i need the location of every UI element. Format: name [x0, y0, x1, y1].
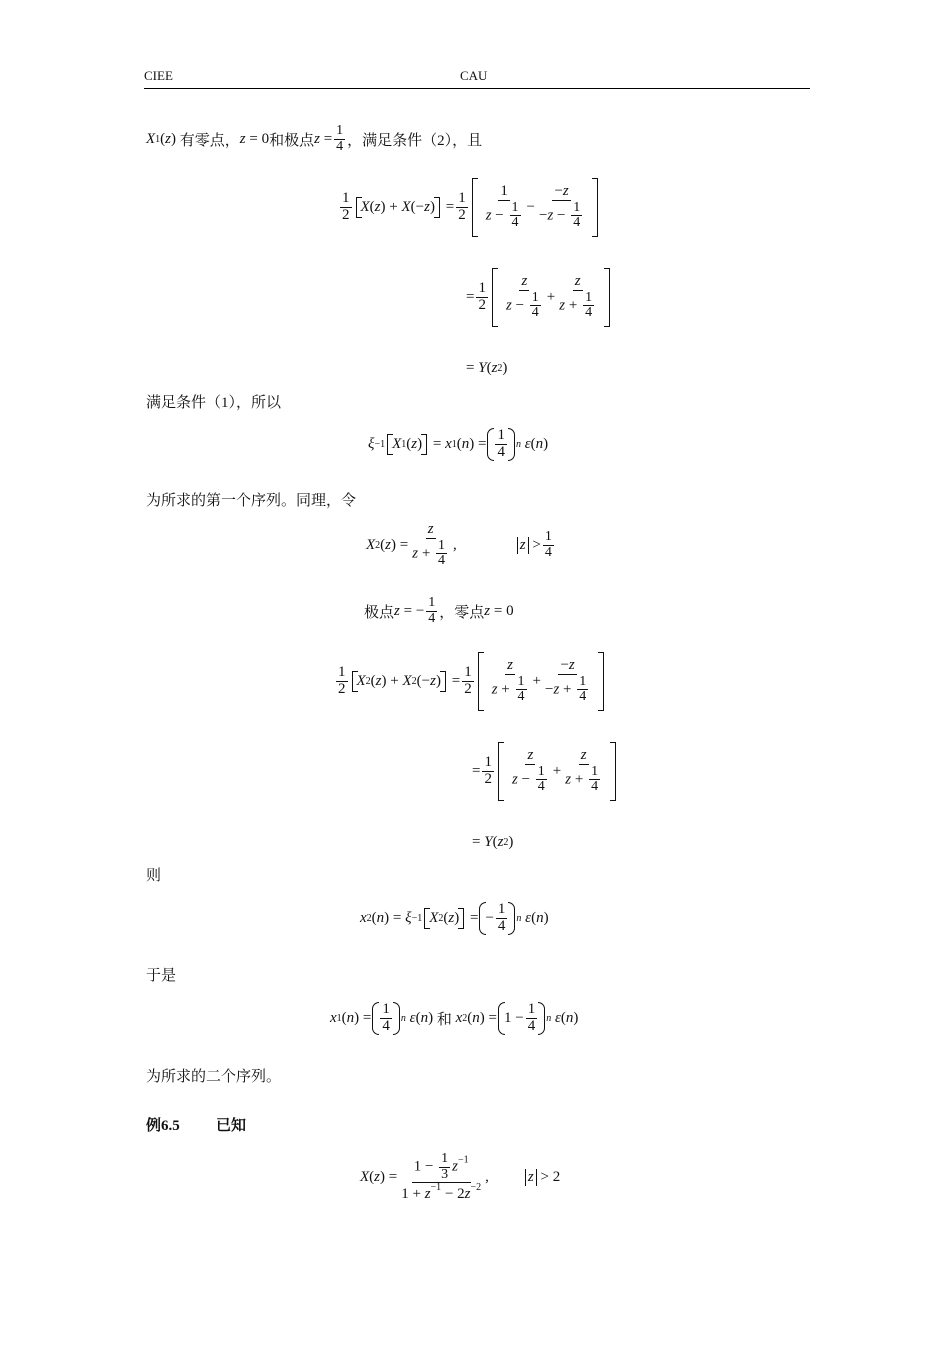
text-hence: 于是 — [146, 968, 177, 984]
eq-two-sequences: x 1 ( n ) = $\frac{1}{4}$ n ε ( n ) 和 x 2 ( n ) = 1 − $\frac{1}{4}$ n ε ( n ) — [330, 1001, 579, 1034]
line-x1-zeros-poles: X 1 ( z ) 有零点， z = 0 和极点 z = $\frac{1}{4}$ ，满足条件（2），且 — [146, 123, 483, 154]
text-condition-1: 满足条件（1），所以 — [146, 395, 282, 411]
eq-x2-def: X 2 ( z ) = z z + $\frac{1}{4}$ , z > $\frac{1}{4}$ — [366, 521, 552, 569]
eq-example-x: X ( z ) = 1 − $\frac{1}{3}$ $z^{-1}$ $1 + z^{-1} - 2z^{-2}$ , z > 2 — [360, 1151, 561, 1203]
eq-half-sum-x2: $\frac{1}{2}$ X 2 ( z ) + X 2 (− z ) = $\frac{1}{2}$ z z + $\frac{1}{4}$ + −z −z + $\frac{1}{4}$ — [334, 652, 606, 711]
example-label: 例6.5 — [146, 1118, 180, 1134]
text-first-sequence: 为所求的第一个序列。同理，令 — [146, 493, 357, 509]
eq-equals-y: = Y ( z 2 ) — [466, 360, 508, 376]
eq-half-sum-x-step2: = $\frac{1}{2}$ z z − $\frac{1}{4}$ + z z + $\frac{1}{4}$ — [466, 268, 612, 327]
text-and: 和 — [436, 1011, 452, 1028]
header-center: CAU — [460, 68, 488, 83]
eq-x2n: x 2 ( n ) = ξ −1 X 2 ( z ) = − $\frac{1}{4}$ n ε ( n ) — [360, 901, 549, 934]
eq-half-sum-x2-step2: = $\frac{1}{2}$ z z − $\frac{1}{4}$ + z z + $\frac{1}{4}$ — [472, 742, 618, 801]
text-and-pole: 和极点 — [269, 132, 315, 149]
header-left: CIEE — [144, 68, 173, 83]
example-text: 已知 — [216, 1118, 247, 1134]
text-two-sequences: 为所求的二个序列。 — [146, 1069, 282, 1085]
text-then: 则 — [146, 868, 162, 884]
eq-inverse-x1: ξ −1 X 1 ( z ) = x 1 ( n ) = $\frac{1}{4}$ n ε ( n ) — [368, 427, 549, 460]
text-zero: ，零点 — [439, 604, 485, 621]
frac-quarter: $\frac{1}{4}$ — [336, 123, 344, 154]
text-pole: 极点 — [364, 604, 395, 621]
text-condition-2: ，满足条件（2），且 — [347, 132, 483, 149]
line-pole-zero-x2: 极点 z = − $\frac{1}{4}$ ，零点 z = 0 — [364, 595, 514, 626]
text-has-zero: 有零点， — [179, 132, 240, 149]
eq-equals-y-2: = Y ( z 2 ) — [472, 834, 514, 850]
math-zero: 0 — [261, 130, 270, 147]
eq-half-sum-x: $\frac{1}{2}$ X ( z ) + X (− z ) = $\frac{1}{2}$ 1 z − $\frac{1}{4}$ − −z −z − $\frac{1}{4}$ — [338, 178, 600, 237]
page-header — [144, 66, 810, 89]
